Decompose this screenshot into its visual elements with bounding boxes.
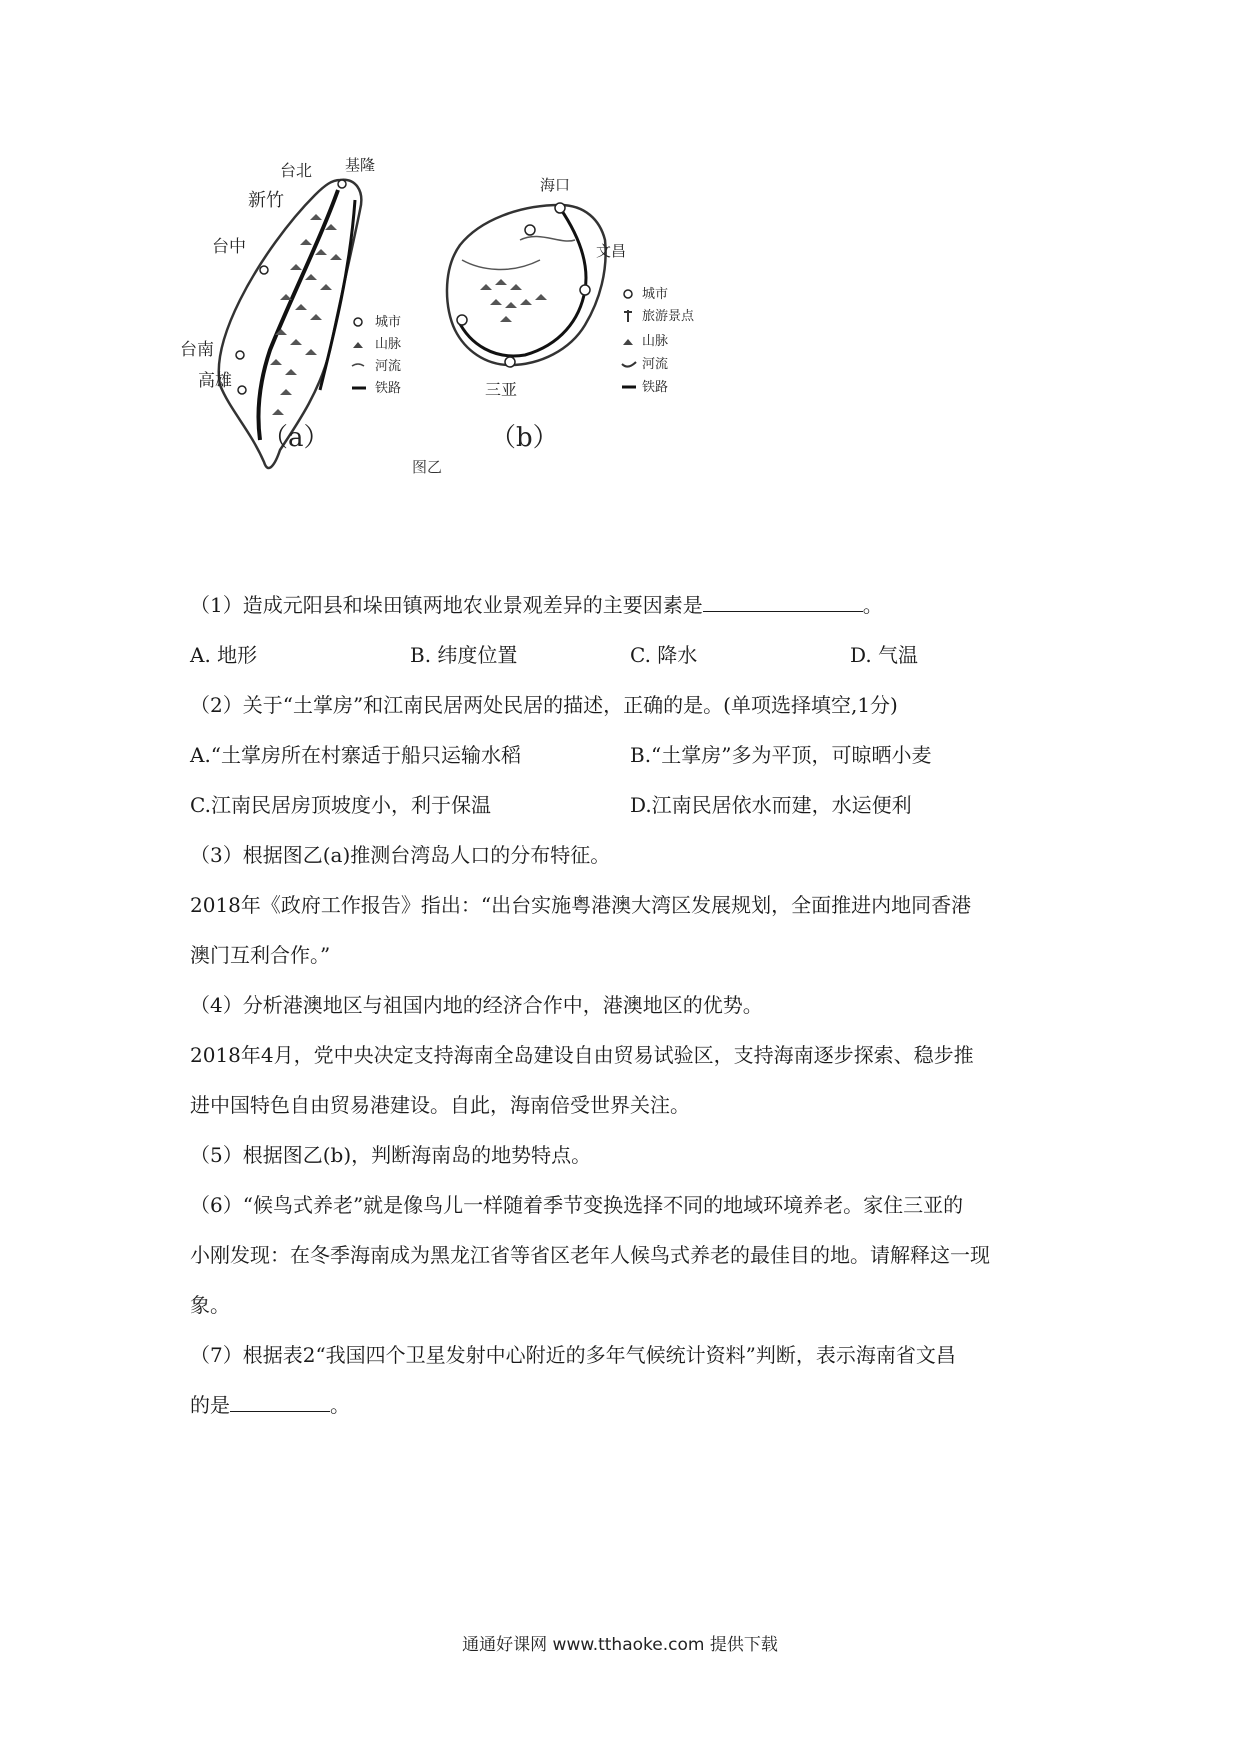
legend-scenic-spot-icon (624, 310, 632, 322)
map-a-label: （a） (262, 423, 330, 453)
question-3: （3）根据图乙(a)推测台湾岛人口的分布特征。 (190, 843, 611, 867)
figure-caption: 图乙 (412, 458, 443, 476)
question-content (190, 580, 1070, 1430)
city-label: 台北 (280, 161, 313, 180)
legend-label: 旅游景点 (642, 309, 695, 324)
paragraph-line: 澳门互利合作。” (190, 943, 331, 967)
question-2-options-row-2 (190, 780, 1070, 830)
question-7-text: 的是 (190, 1393, 230, 1417)
question-2-options-row-1 (190, 730, 1070, 780)
legend-a (352, 315, 401, 396)
question-7-line-2 (190, 1380, 1070, 1430)
option-d: D.江南民居依水而建，水运便利 (630, 793, 912, 817)
option-b: B.“土掌房”多为平顶，可晾晒小麦 (630, 743, 932, 767)
answer-blank[interactable] (230, 1383, 330, 1412)
map-b-label: （b） (490, 423, 559, 453)
city-label: 三亚 (485, 380, 518, 399)
taiwan-railway-east (320, 200, 355, 390)
city-label: 台南 (180, 340, 214, 360)
question-1-end: 。 (862, 593, 883, 617)
maps-svg (180, 150, 820, 530)
option-c: C. 降水 (630, 643, 698, 667)
city-marker (236, 351, 244, 359)
legend-city-icon (354, 318, 362, 326)
figure-maps (180, 150, 820, 530)
city-marker (338, 180, 346, 188)
legend-mountain-icon (623, 339, 633, 345)
legend-river-icon (352, 364, 364, 366)
taiwan-railway (258, 190, 338, 440)
question-7-line: （7）根据表2“我国四个卫星发射中心附近的多年气候统计资料”判断，表示海南省文昌 (190, 1343, 956, 1367)
taiwan-mountains (270, 214, 342, 415)
option-d: D. 气温 (850, 643, 919, 667)
question-5: （5）根据图乙(b)，判断海南岛的地势特点。 (190, 1143, 592, 1167)
city-label: 文昌 (596, 242, 627, 260)
question-4: （4）分析港澳地区与祖国内地的经济合作中，港澳地区的优势。 (190, 993, 763, 1017)
paragraph-line: 进中国特色自由贸易港建设。自此，海南倍受世界关注。 (190, 1093, 690, 1117)
question-6-line: 象。 (190, 1293, 230, 1317)
question-7-end: 。 (330, 1393, 350, 1417)
option-c: C.江南民居房顶坡度小，利于保温 (190, 793, 491, 817)
city-marker (238, 386, 246, 394)
city-label: 台中 (212, 237, 246, 257)
hainan-river (520, 236, 575, 241)
legend-city-icon (624, 290, 632, 298)
footer-source: 通通好课网 www.tthaoke.com 提供下载 (462, 1635, 778, 1655)
question-1 (190, 580, 1070, 630)
question-1-options (190, 630, 1070, 680)
city-label: 海口 (540, 176, 571, 194)
city-marker (457, 315, 467, 325)
option-a: A. 地形 (190, 643, 258, 667)
legend-label: 铁路 (375, 381, 402, 396)
legend-river-icon (622, 362, 636, 367)
legend-label: 河流 (375, 359, 402, 374)
map-a (180, 156, 401, 468)
city-label: 基隆 (345, 156, 376, 174)
paragraph-line: 2018年4月，党中央决定支持海南全岛建设自由贸易试验区，支持海南逐步探索、稳步推 (190, 1043, 974, 1067)
question-1-text: （1）造成元阳县和垛田镇两地农业景观差异的主要因素是 (190, 593, 703, 617)
map-b (447, 176, 695, 453)
legend-b (622, 287, 695, 395)
city-marker (260, 266, 268, 274)
legend-label: 山脉 (375, 337, 402, 352)
question-6-line: （6）“候鸟式养老”就是像鸟儿一样随着季节变换选择不同的地域环境养老。家住三亚的 (190, 1193, 964, 1217)
legend-label: 河流 (642, 357, 669, 372)
city-marker (555, 203, 565, 213)
answer-blank[interactable] (703, 583, 863, 612)
question-6-line: 小刚发现：在冬季海南成为黑龙江省等省区老年人候鸟式养老的最佳目的地。请解释这一现 (190, 1243, 990, 1267)
hainan-river (462, 260, 540, 269)
legend-label: 城市 (642, 287, 669, 302)
question-2: （2）关于“土掌房”和江南民居两处民居的描述，正确的是。(单项选择填空,1分) (190, 693, 898, 717)
city-label: 高雄 (198, 371, 232, 391)
legend-label: 山脉 (642, 334, 669, 349)
city-marker (505, 357, 515, 367)
legend-label: 城市 (375, 315, 402, 330)
legend-label: 铁路 (642, 380, 669, 395)
city-marker (580, 285, 590, 295)
option-a: A.“土掌房所在村寨适于船只运输水稻 (190, 743, 522, 767)
city-marker (525, 225, 535, 235)
hainan-mountains (480, 279, 547, 322)
legend-mountain-icon (353, 342, 363, 348)
city-label: 新竹 (248, 190, 284, 211)
paragraph-line: 2018年《政府工作报告》指出：“出台实施粤港澳大湾区发展规划，全面推进内地同香港 (190, 893, 972, 917)
option-b: B. 纬度位置 (410, 643, 518, 667)
